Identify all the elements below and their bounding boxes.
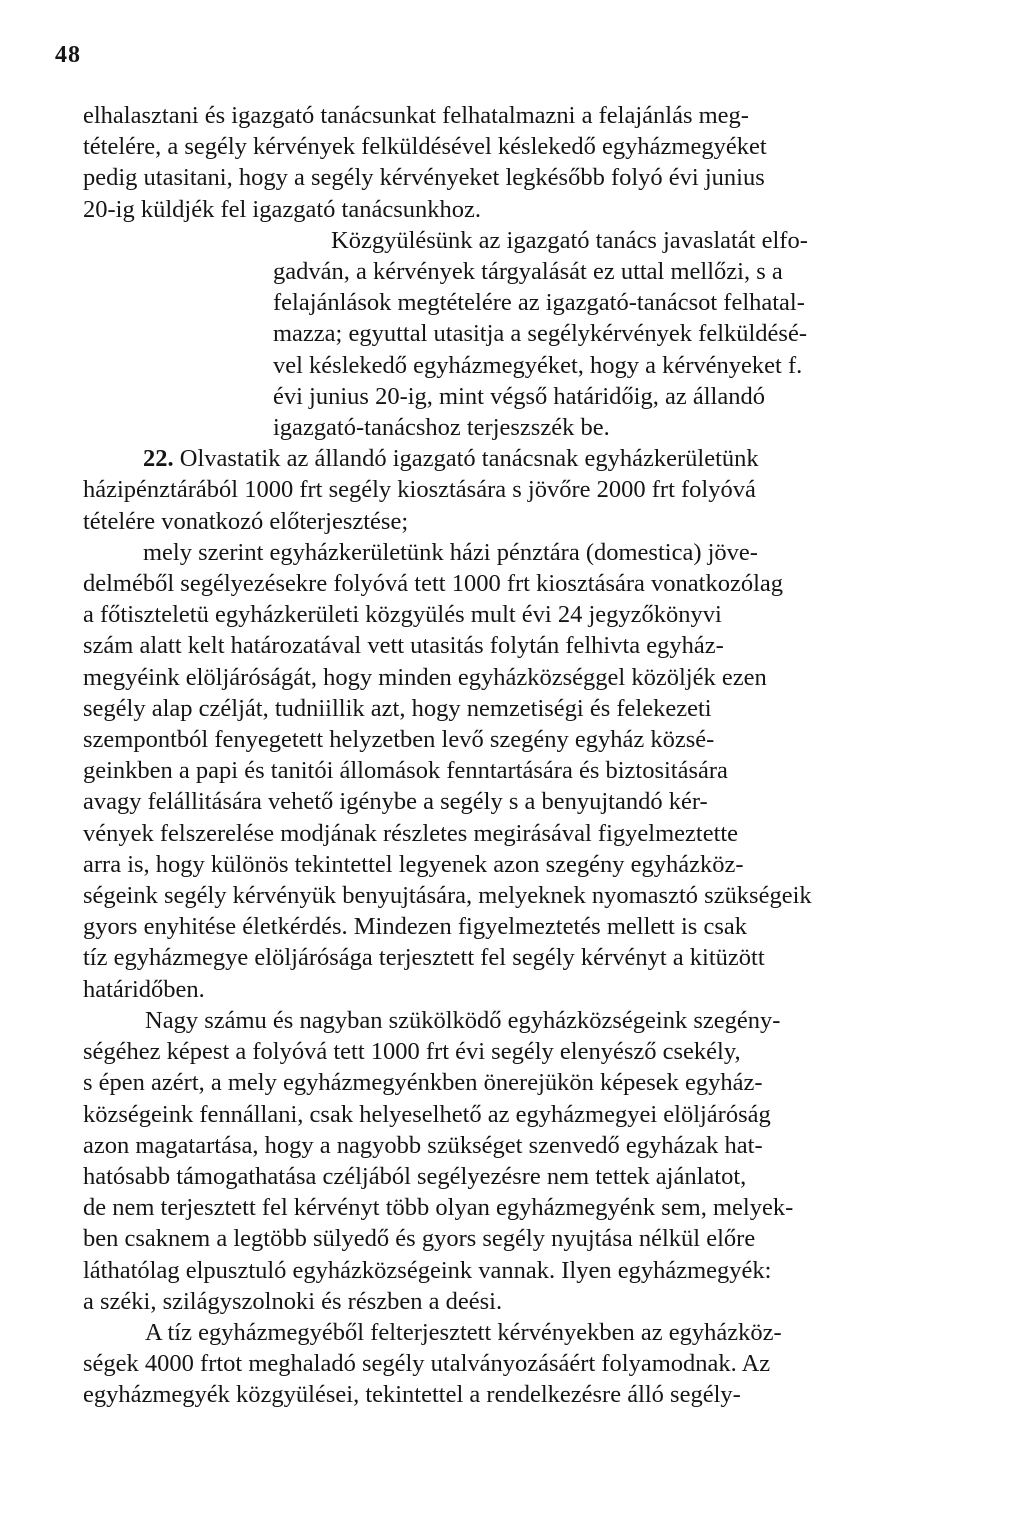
text-line: s épen azért, a mely egyházmegyénkben önerejükön képesek egyház- [83, 1069, 763, 1097]
text-line: Olvastatik az állandó igazgató tanácsnak egyházkerületünk [173, 445, 759, 473]
text-line: geinkben a papi és tanitói állomások fenntartására és biztositására [83, 757, 728, 785]
text-line: A tíz egyházmegyéből felterjesztett kérvényekben az egyházköz- [145, 1318, 782, 1346]
text-line: segély alap czélját, tudniillik azt, hogy nemzetiségi és felekezeti [83, 694, 712, 722]
section-22-paragraph [83, 443, 958, 537]
text-line: gadván, a kérvények tárgyalását ez uttal mellőzi, s a [273, 258, 783, 286]
text-line: vel késlekedő egyházmegyéket, hogy a kérvényeket f. [273, 351, 803, 379]
text-line: pedig utasitani, hogy a segély kérvényeket legkésőbb folyó évi junius [83, 164, 765, 192]
text-line: mazza; egyuttal utasitja a segélykérvények felküldésé- [273, 320, 807, 348]
text-line: ben csaknem a legtöbb sülyedő és gyors segély nyujtása nélkül előre [83, 1225, 756, 1253]
text-line: tíz egyházmegye elöljárósága terjesztett fel segély kérvényt a kitüzött [83, 944, 765, 972]
text-line: tételére vonatkozó előterjesztése; [83, 507, 409, 535]
text-line: szám alatt kelt határozatával vett utasitás folytán felhivta egyház- [83, 632, 724, 660]
paragraph-4 [83, 537, 958, 1005]
page-number: 48 [55, 42, 81, 68]
text-line: községeink fennállani, csak helyeselhető az egyházmegyei elöljáróság [83, 1100, 771, 1128]
text-line: a főtiszteletü egyházkerületi közgyülés mult évi 24 jegyzőkönyvi [83, 601, 722, 629]
text-line: avagy felállitására vehető igénybe a segély s a benyujtandó kér- [83, 788, 708, 816]
text-line: vények felszerelése modjának részletes megirásával figyelmeztette [83, 819, 739, 847]
text-line: megyéink elöljáróságát, hogy minden egyházközséggel közöljék ezen [83, 663, 767, 691]
text-line: felajánlások megtételére az igazgató-tanácsot felhatal- [273, 289, 805, 317]
text-line: ségeink segély kérvényük benyujtására, melyeknek nyomasztó szükségeik [83, 882, 812, 910]
body-text [83, 100, 958, 1411]
text-line: határidőben. [83, 975, 205, 1003]
text-line: házipénztárából 1000 frt segély kiosztására s jövőre 2000 frt folyóvá [83, 476, 756, 504]
section-heading-line [83, 443, 958, 474]
text-line: a széki, szilágyszolnoki és részben a deési. [83, 1287, 503, 1315]
text-line: ségéhez képest a folyóvá tett 1000 frt évi segély elenyésző csekély, [83, 1038, 741, 1066]
text-line: láthatólag elpusztuló egyházközségeink vannak. Ilyen egyházmegyék: [83, 1256, 772, 1284]
text-line: ségek 4000 frtot meghaladó segély utalványozásáért folyamodnak. Az [83, 1350, 771, 1378]
text-line: gyors enyhitése életkérdés. Mindezen figyelmeztetés mellett is csak [83, 913, 747, 941]
text-line: szempontból fenyegetett helyzetben levő szegény egyház közsé- [83, 726, 715, 754]
paragraph-6 [83, 1317, 958, 1411]
text-line: évi junius 20-ig, mint végső határidőig, az állandó [273, 382, 765, 410]
text-line: mely szerint egyházkerületünk házi pénztára (domestica) jöve- [143, 538, 758, 566]
text-line: Nagy számu és nagyban szükölködő egyházközségeink szegény- [145, 1006, 781, 1034]
text-line: igazgató-tanácshoz terjeszszék be. [273, 414, 610, 442]
paragraph-5 [83, 1005, 958, 1317]
text-line: de nem terjesztett fel kérvényt több olyan egyházmegyénk sem, melyek- [83, 1194, 794, 1222]
text-line: azon magatartása, hogy a nagyobb szükséget szenvedő egyházak hat- [83, 1131, 763, 1159]
text-line: tételére, a segély kérvények felküldésével késlekedő egyházmegyéket [83, 133, 767, 161]
text-line: Közgyülésünk az igazgató tanács javaslatát elfo- [331, 226, 808, 254]
text-line: egyházmegyék közgyülései, tekintettel a rendelkezésre álló segély- [83, 1381, 741, 1409]
section-number: 22. [143, 445, 174, 473]
text-line: delméből segélyezésekre folyóvá tett 1000 frt kiosztására vonatkozólag [83, 570, 784, 598]
text-line: arra is, hogy különös tekintettel legyenek azon szegény egyházköz- [83, 850, 744, 878]
paragraph-1 [83, 100, 958, 225]
text-line: 20-ig küldjék fel igazgató tanácsunkhoz. [83, 195, 481, 223]
text-line: elhalasztani és igazgató tanácsunkat felhatalmazni a felajánlás meg- [83, 102, 749, 129]
text-line: hatósabb támogathatása czéljából segélyezésre nem tettek ajánlatot, [83, 1162, 747, 1190]
resolution-paragraph [83, 225, 958, 443]
